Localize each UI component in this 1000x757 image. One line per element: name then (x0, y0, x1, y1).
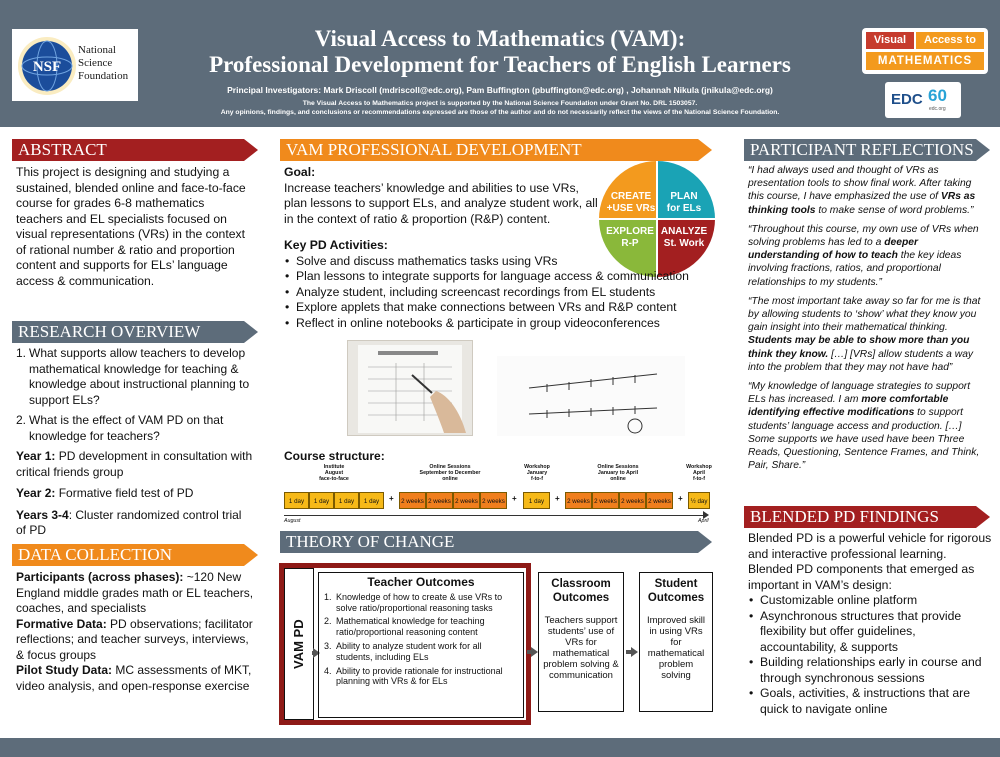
year-text: PD development in consultation with critical friends group (16, 449, 253, 479)
reflection-quote: “The most important take away so far for me is that by allowing students to ‘show’ what they know you gain insight into their mathematical thinking. Students may be able to show more than you think they know. […] [VRs] allow students a way into the problem that they may not have had” (748, 295, 981, 373)
question-number: 2. (16, 413, 27, 427)
course-weeks-box: 2 weeks (565, 492, 592, 509)
edc-logo (885, 82, 961, 118)
abstract-text: This project is designing and studying a sustained, blended online and face-to-face course for grades 6-8 mathematics teachers and EL specialists focused on visual representations (VRs) in the context of rational number & ratio and proportion content and supports for ELs’ language access & communication. (16, 165, 246, 288)
toc-teacher-outcomes (318, 572, 524, 718)
reflection-quote: “My knowledge of language strategies to support ELs has increased. I am more comfortable identifying effective modifications to support students’ language access and production. […] Some supports we have used have been Three Reads, Questioning, Sentence Frames, and Think, Pair, Share.” (748, 381, 980, 472)
student-work-photo (347, 340, 473, 436)
course-structure-label: Course structure: (284, 449, 385, 463)
question-text: What is the effect of VAM PD on that knowledge for teachers? (29, 413, 224, 443)
data-item-text: PD observations; facilitator reflections; and teacher surveys, interviews, & focus groups (16, 616, 253, 662)
course-day-box: 1 day (359, 492, 384, 509)
teacher-outcome-text: Mathematical knowledge for teaching ratio/proportional reasoning content (336, 616, 485, 638)
course-workshop1-label (520, 464, 554, 482)
nsf-globe-icon (16, 35, 78, 97)
workshop2-text: Workshop April f-to-f (686, 464, 712, 482)
year-item (16, 508, 254, 539)
activities-list (284, 254, 714, 332)
data-item-text: MC assessments of MKT, video analysis, and open-response exercise (16, 663, 252, 693)
course-day-box: 1 day (284, 492, 309, 509)
course-halfday-box: ½ day (688, 492, 710, 509)
pd-heading-text: VAM PROFESSIONAL DEVELOPMENT (286, 140, 582, 159)
activity-item: • Reflect in online notebooks & participate in group videoconferences (284, 316, 714, 332)
course-weeks-box: 2 weeks (646, 492, 673, 509)
question-number: 1. (16, 346, 27, 360)
poster-title (150, 26, 850, 78)
teacher-outcome-item: 3. Ability to analyze student work for all students, including ELs (324, 640, 482, 662)
classroom-outcomes-text: Teachers support students’ use of VRs for mathematical problem solving & communication (543, 615, 619, 681)
data-collection-heading (12, 544, 244, 566)
data-item (16, 570, 256, 617)
teacher-outcome-text: Knowledge of how to create & use VRs to solve ratio/proportional reasoning tasks (336, 591, 503, 613)
edc-logo-text: EDC (891, 91, 923, 108)
edc-url: edc.org (929, 106, 946, 112)
data-item-text: ~120 New England middle grades math or EL teachers, coaches, and specialists (16, 570, 254, 615)
findings-list (748, 593, 992, 717)
course-plus: + (555, 494, 560, 503)
course-day-box: 1 day (523, 492, 550, 509)
reflections-content (748, 164, 990, 478)
research-questions (16, 346, 254, 444)
toc-classroom-outcomes (538, 572, 624, 712)
worksheet-image (348, 341, 472, 435)
nsf-line-1: National (78, 44, 116, 56)
vam-logo-visual: Visual (866, 32, 914, 49)
course-online2-label (566, 464, 670, 482)
edc-60-badge: 60 (928, 86, 947, 105)
findings-heading (744, 506, 976, 528)
activities-label: Key PD Activities: (284, 238, 388, 252)
data-item-label: Pilot Study Data: (16, 663, 113, 677)
findings-intro: Blended PD is a powerful vehicle for rigorous and interactive professional learning. Blended PD components that emerged as important in VAM’s design: (748, 531, 992, 592)
course-weeks-box: 2 weeks (426, 492, 453, 509)
pd-activities (284, 238, 714, 331)
data-item-label: Participants (across phases): (16, 570, 184, 584)
teacher-outcome-item: 2. Mathematical knowledge for teaching ratio/proportional reasoning content (324, 616, 485, 638)
vam-logo-math: MATHEMATICS (866, 52, 984, 70)
wheel-explore-1: EXPLORE (606, 226, 654, 237)
toc-heading (280, 531, 698, 553)
wheel-plan-1: PLAN (670, 191, 698, 202)
course-day-box: 1 day (309, 492, 334, 509)
course-institute-label (288, 464, 380, 482)
classroom-outcomes-title: Classroom Outcomes (551, 578, 611, 604)
workshop1-text: Workshop January f-to-f (524, 464, 550, 482)
wheel-analyze-2: St. Work (663, 238, 705, 249)
course-weeks-box: 2 weeks (592, 492, 619, 509)
poster-footer (0, 738, 1000, 757)
research-heading-text: RESEARCH OVERVIEW (18, 322, 201, 341)
activity-item: • Analyze student, including screencast recordings from EL students (284, 285, 714, 301)
goal-text: Increase teachers’ knowledge and abilities to use VRs, plan lessons to support ELs, and analyze student work, all in the context of ratio & proportion (R&P) content. (284, 180, 598, 226)
vam-logo-access: Access to (916, 32, 984, 49)
year-label: Years 3-4 (16, 507, 69, 522)
wheel-plan-2: for ELs (666, 203, 702, 214)
nsf-line-3: Foundation (78, 70, 129, 82)
year-text: : Cluster randomized control trial of PD (16, 507, 242, 537)
reflections-heading (744, 139, 976, 161)
title-line-1: Visual Access to Mathematics (VAM): (314, 26, 686, 51)
activity-item: • Plan lessons to integrate supports for language access & communication (284, 269, 714, 285)
data-item (16, 663, 256, 694)
course-weeks-box: 2 weeks (399, 492, 426, 509)
wheel-analyze-1: ANALYZE (660, 226, 708, 237)
reflection-quote: “I had always used and thought of VRs as presentation tools to show final work. After taking this course, I have emphasized the use of VRs as thinking tools to make sense of word problems.” (748, 165, 976, 216)
reflections-heading-text: PARTICIPANT REFLECTIONS (750, 140, 974, 159)
nsf-logo-box (12, 29, 138, 101)
number-line-sketch (497, 356, 685, 436)
toc-vam-label: VAM PD (291, 619, 306, 670)
double-number-line-image (497, 356, 685, 436)
toc-heading-text: THEORY OF CHANGE (286, 532, 455, 551)
data-item-label: Formative Data: (16, 616, 107, 631)
goal-label: Goal: (284, 165, 316, 179)
research-heading (12, 321, 244, 343)
finding-item: • Asynchronous structures that provide flexibility but offer guidelines, accountability, & supports (748, 609, 992, 656)
support-line-2: Any opinions, findings, and conclusions or recommendations expressed are those of the author and do not necessarily reflect the views of the National Science Foundation. (220, 109, 780, 116)
timeline-end-label: April (698, 518, 709, 524)
nsf-line-2: Science (78, 57, 113, 69)
year-text: Formative field test of PD (55, 486, 194, 500)
online1-text: Online Sessions September to December online (419, 464, 481, 482)
timeline-line (284, 515, 704, 516)
finding-item: • Customizable online platform (748, 593, 992, 609)
teacher-outcomes-title: Teacher Outcomes (367, 575, 475, 589)
course-plus: + (512, 494, 517, 503)
year-label: Year 2: (16, 486, 56, 500)
year-item (16, 486, 254, 502)
course-plus: + (389, 494, 394, 503)
data-collection-heading-text: DATA COLLECTION (18, 545, 172, 564)
nsf-wordmark (78, 44, 128, 83)
investigators-line: Principal Investigators: Mark Driscoll (mdriscoll@edc.org), Pam Buffington (pbuffington@edc.org) , Johannah Nikula (jnikula@edc.org) (227, 85, 773, 95)
teacher-outcome-item: 4. Ability to provide rationale for instructional planning with VRs & for ELs (324, 665, 503, 687)
pd-heading (280, 139, 698, 161)
reflection-quote: “Throughout this course, my own use of VRs when solving problems has led to a deeper understanding of how to teach the key ideas involving fractions, ratios, and proportional relationships to my students.” (748, 223, 979, 288)
abstract-heading-text: ABSTRACT (18, 140, 107, 159)
research-question (16, 346, 254, 408)
wheel-create-2: +USE VRs (606, 203, 656, 214)
nsf-logo-text: NSF (32, 59, 62, 75)
findings-content (748, 531, 992, 717)
research-question (16, 413, 254, 444)
findings-heading-text: BLENDED PD FINDINGS (750, 507, 939, 526)
course-workshop2-label (682, 464, 716, 482)
teacher-outcome-item: 1. Knowledge of how to create & use VRs to solve ratio/proportional reasoning tasks (324, 591, 503, 613)
support-disclaimer (150, 99, 850, 117)
support-line-1: The Visual Access to Mathematics project is supported by the National Science Foundation under Grant No. DRL 1503057. (302, 100, 698, 107)
finding-item: • Building relationships early in course and through synchronous sessions (748, 655, 992, 686)
finding-item: • Goals, activities, & instructions that are quick to navigate online (748, 686, 992, 717)
wheel-explore-2: R-P (621, 238, 639, 249)
course-weeks-box: 2 weeks (453, 492, 480, 509)
activity-item: • Solve and discuss mathematics tasks using VRs (284, 254, 714, 270)
research-content (16, 346, 254, 545)
online2-text: Online Sessions January to April online (597, 464, 639, 482)
student-outcomes-title: Student Outcomes (647, 578, 705, 604)
title-line-2: Professional Development for Teachers of English Learners (209, 52, 791, 77)
vam-logo (862, 28, 988, 74)
activity-item: • Explore applets that make connections between VRs and R&P content (284, 300, 714, 316)
wheel-create-1: CREATE (610, 191, 652, 202)
course-online1-label (402, 464, 498, 482)
course-weeks-box: 2 weeks (619, 492, 646, 509)
data-item (16, 617, 256, 664)
course-weeks-box: 2 weeks (480, 492, 507, 509)
toc-arrow-3 (631, 647, 638, 657)
teacher-outcome-text: Ability to analyze student work for all students, including ELs (336, 640, 482, 662)
teacher-outcome-text: Ability to provide rationale for instructional planning with VRs & for ELs (336, 665, 503, 687)
institute-text: Institute August face-to-face (319, 464, 349, 482)
course-plus: + (678, 494, 683, 503)
toc-arrow-2 (531, 647, 538, 657)
year-item (16, 449, 254, 480)
student-outcomes-text: Improved skill in using VRs for mathematical problem solving (646, 615, 706, 681)
year-label: Year 1: (16, 449, 56, 463)
toc-student-outcomes (639, 572, 713, 712)
timeline-start-label: August (284, 518, 301, 524)
abstract-heading (12, 139, 244, 161)
question-text: What supports allow teachers to develop mathematical knowledge for teaching & knowledge about instructional planning to support ELs? (29, 346, 250, 407)
pd-goal (284, 165, 600, 227)
course-day-box: 1 day (334, 492, 359, 509)
data-collection-content (16, 570, 256, 694)
